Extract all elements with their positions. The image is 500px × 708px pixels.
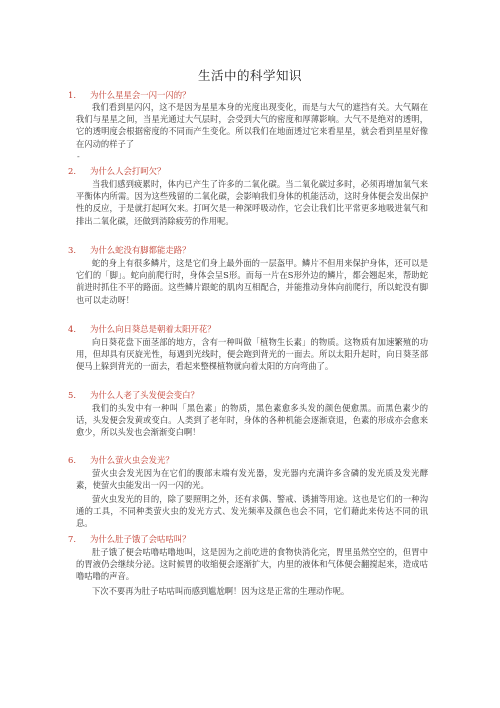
question-heading-6 xyxy=(68,454,174,466)
question-heading-5 xyxy=(68,389,199,401)
question-number: 2. xyxy=(68,166,76,176)
question-text: 为什么人老了头发便会变白？ xyxy=(90,390,199,400)
question-number: 1. xyxy=(68,90,76,100)
question-number: 3. xyxy=(68,245,76,255)
answer-paragraph: 下次不要再为肚子咕咕叫而感到尴尬啊！因为这是正常的生理动作呢。 xyxy=(92,586,350,596)
question-number: 4. xyxy=(68,324,76,334)
answer-paragraph: 蛇的身上有很多鳞片，这是它们身上最外面的一层盔甲。鳞片不但用来保护身体，还可以是它们的「脚」。蛇向前爬行时，身体会呈S形。而每一片在S形外边的鳞片，都会翘起来，帮助蛇前进时抓住不平的路面。这些鳞片跟蛇的肌肉互相配合，并能推动身体向前爬行，所以蛇没有脚也可以走动呀！ xyxy=(76,258,428,305)
answer-paragraph: 当我们感到疲累时，体内已产生了许多的二氧化碳。当二氧化碳过多时，必须再增加氧气来平衡体内所需。因为这些残留的二氧化碳，会影响我们身体的机能活动，这时身体便会发出保护性的反应，于是就打起呵欠来。打呵欠是一种深呼吸动作，它会让我们比平常更多地吸进氧气和排出二氧化碳，还做到消除疲劳的作用呢。 xyxy=(76,179,428,226)
answer-paragraph: 我们看到星闪闪，这不是因为星星本身的光度出现变化，而是与大气的遮挡有关。大气隔在我们与星星之间，当星光通过大气层时，会受到大气的密度和厚薄影响。大气不是绝对的透明，它的透明度会根据密度的不同而产生变化。所以我们在地面透过它来看星星，就会看到星星好像在闪动的样子了 xyxy=(76,102,428,149)
question-text: 为什么蛇没有脚都能走路？ xyxy=(90,245,191,255)
answer-paragraph: 我们的头发中有一种叫「黑色素」的物质，黑色素愈多头发的颜色便愈黑。而黑色素少的话，头发便会发黄或变白。人类到了老年时，身体的各种机能会逐渐衰退，色素的形成亦会愈来愈少，所以头发也会渐渐变白啊！ xyxy=(76,403,428,438)
question-heading-2 xyxy=(68,165,165,177)
question-text: 为什么萤火虫会发光？ xyxy=(90,455,174,465)
question-text: 为什么向日葵总是朝着太阳开花？ xyxy=(90,324,216,334)
question-text: 为什么人会打呵欠？ xyxy=(90,166,166,176)
question-text: 为什么星星会一闪一闪的？ xyxy=(90,90,191,100)
question-number: 7. xyxy=(68,534,76,544)
question-heading-7 xyxy=(68,533,191,545)
answer-paragraph: 肚子饿了便会咕噜咕噜地叫，这是因为之前吃进的食物快消化完，胃里虽然空空的，但胃中的胃液仍会继续分泌。这时候胃的收缩便会逐渐扩大，内里的液体和气体便会翻搅起来，造成咕噜咕噜的声音。 xyxy=(76,547,428,582)
answer-paragraph: 萤火虫会发光因为在它们的腹部末端有发光器，发光器内充满许多含磷的发光质及发光酵素，使萤火虫能发出一闪一闪的光。 xyxy=(76,468,428,491)
question-text: 为什么肚子饿了会咕咕叫？ xyxy=(90,534,191,544)
question-heading-3 xyxy=(68,244,191,256)
list-marker: - xyxy=(77,152,80,161)
page-title: 生活中的科学知识 xyxy=(197,68,302,83)
question-number: 5. xyxy=(68,390,76,400)
question-heading-4 xyxy=(68,323,216,335)
answer-paragraph: 向日葵花盘下面茎部的地方，含有一种叫做「植物生长素」的物质。这物质有加速繁殖的功用，但却具有厌旋光性，每遇到光线时，便会跑到背光的一面去。所以太阳升起时，向日葵茎部便马上躲到背光的一面去，看起来整棵植物就向着太阳的方向弯曲了。 xyxy=(76,337,428,372)
answer-paragraph: 萤火虫发光的目的，除了要照明之外，还有求偶、警戒、诱捕等用途。这也是它们的一种沟通的工具，不同种类萤火虫的发光方式、发光频率及颜色也会不同，它们藉此来传达不同的讯息。 xyxy=(76,494,428,529)
question-heading-1 xyxy=(68,89,191,101)
question-number: 6. xyxy=(68,455,76,465)
